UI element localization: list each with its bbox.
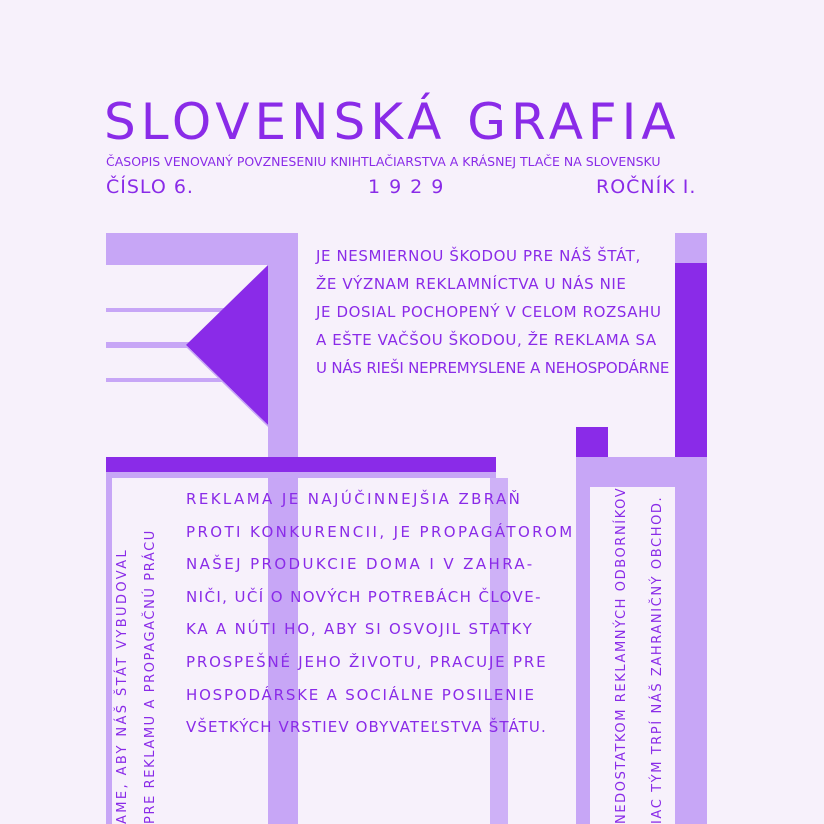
main-paragraph-line: PROSPEŠNÉ JEHO ŽIVOTU, PRACUJE PRE — [186, 652, 548, 671]
right-vertical-light-bar — [675, 458, 707, 824]
top-paragraph-line: U NÁS RIEŠI NEPREMYSLENE A NEHOSPODÁRNE — [316, 359, 670, 377]
main-paragraph-line: VŠETKÝCH VRSTIEV OBYVATEĽSTVA ŠTÁTU. — [186, 718, 547, 737]
right-vertical-text-left: NEDOSTATKOM REKLAMNÝCH ODBORNÍKOV — [614, 486, 629, 824]
small-dark-square — [576, 427, 608, 457]
issue-year: 1929 — [368, 176, 453, 198]
right-frame-vertical-bar — [576, 487, 590, 824]
triangle-arrow-icon — [186, 265, 272, 427]
main-paragraph-line: NIČI, UČÍ O NOVÝCH POTREBÁCH ČLOVE- — [186, 587, 542, 606]
issue-volume: ROČNÍK I. — [596, 176, 697, 198]
right-vertical-text-right: IAC TÝM TRPÍ NÁŠ ZAHRANIČNÝ OBCHOD. — [650, 495, 665, 824]
main-paragraph-line: HOSPODÁRSKE A SOCIÁLNE POSILENIE — [186, 685, 536, 704]
issue-number: ČÍSLO 6. — [106, 176, 194, 198]
top-paragraph-line: JE NESMIERNOU ŠKODOU PRE NÁŠ ŠTÁT, — [316, 247, 641, 265]
magazine-title: SLOVENSKÁ GRAFIA — [104, 93, 681, 151]
left-vertical-text-inner: PRE REKLAMU A PROPAGAČNÚ PRÁCU — [143, 529, 158, 824]
main-paragraph-line: NAŠEJ PRODUKCIE DOMA I V ZAHRA- — [186, 555, 535, 574]
top-paragraph-line: ŽE VÝZNAM REKLAMNÍCTVA U NÁS NIE — [316, 275, 627, 293]
main-horizontal-light-bar — [106, 472, 496, 478]
top-paragraph-line: JE DOSIAL POCHOPENÝ V CELOM ROZSAHU — [316, 303, 662, 321]
main-paragraph-line: KA A NÚTI HO, ABY SI OSVOJIL STATKY — [186, 620, 534, 639]
top-paragraph-line: A EŠTE VAČŠOU ŠKODOU, ŽE REKLAMA SA — [316, 331, 657, 349]
main-horizontal-dark-bar — [106, 457, 496, 472]
right-frame-horizontal-bar — [576, 457, 707, 487]
main-paragraph-line: REKLAMA JE NAJÚČINNEJŠIA ZBRAŇ — [186, 490, 523, 508]
main-paragraph-line: PROTI KONKURENCII, JE PROPAGÁTOROM — [186, 522, 575, 541]
top-paragraph — [316, 242, 669, 382]
right-tall-dark-bar — [675, 263, 707, 458]
right-top-light-cap — [675, 233, 707, 263]
magazine-subtitle: ČASOPIS VENOVANÝ POVZNESENIU KNIHTLAČIARSTVA A KRÁSNEJ TLAČE NA SLOVENSKU — [106, 154, 661, 169]
left-vertical-text-outer: AME, ABY NÁŠ ŠTÁT VYBUDOVAL — [115, 547, 130, 824]
left-edge-vertical-bar — [106, 472, 112, 824]
main-paragraph — [186, 483, 575, 744]
